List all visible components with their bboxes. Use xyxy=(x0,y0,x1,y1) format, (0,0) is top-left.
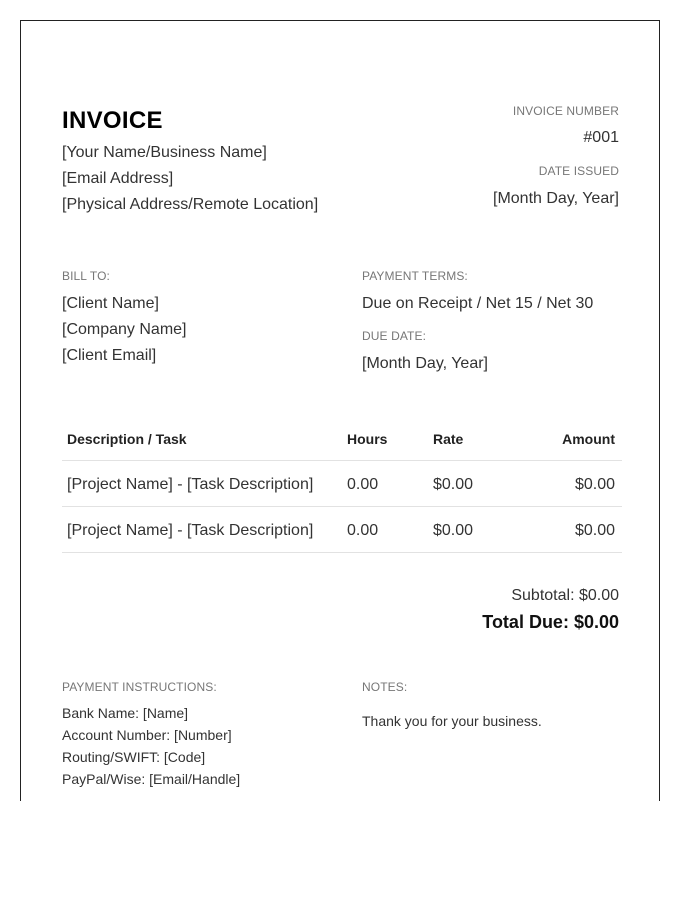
payment-terms: Due on Receipt / Net 15 / Net 30 xyxy=(362,295,594,312)
bill-to-label: BILL TO: xyxy=(62,269,110,283)
invoice-number: #001 xyxy=(583,129,619,146)
invoice-number-label: INVOICE NUMBER xyxy=(512,104,619,118)
table-header-rate: Rate xyxy=(433,431,464,447)
client-email: [Client Email] xyxy=(62,347,157,364)
client-company: [Company Name] xyxy=(62,321,187,338)
sender-name: [Your Name/Business Name] xyxy=(62,144,267,161)
table-row-divider xyxy=(62,506,622,507)
table-header-divider xyxy=(62,460,622,461)
invoice-sheet xyxy=(20,20,660,801)
table-header-description: Description / Task xyxy=(67,431,187,447)
table-row-1-hours: 0.00 xyxy=(347,476,379,493)
table-row-2-amount: $0.00 xyxy=(574,522,615,539)
notes-text: Thank you for your business. xyxy=(362,713,542,729)
table-row-2-description: [Project Name] - [Task Description] xyxy=(67,522,314,539)
table-header-amount: Amount xyxy=(562,431,615,447)
table-row-1-amount: $0.00 xyxy=(574,476,615,493)
table-header-hours: Hours xyxy=(347,431,388,447)
date-issued-label: DATE ISSUED xyxy=(538,164,619,178)
table-row-2-rate: $0.00 xyxy=(433,522,474,539)
sender-email: [Email Address] xyxy=(62,170,174,187)
paypal-wise: PayPal/Wise: [Email/Handle] xyxy=(62,771,241,787)
date-issued: [Month Day, Year] xyxy=(493,190,619,207)
payment-terms-label: PAYMENT TERMS: xyxy=(362,269,468,283)
table-bottom-divider xyxy=(62,552,622,553)
due-date-label: DUE DATE: xyxy=(362,329,427,343)
total-due: Total Due: $0.00 xyxy=(482,612,619,632)
table-row-1-description: [Project Name] - [Task Description] xyxy=(67,476,314,493)
payment-instructions-label: PAYMENT INSTRUCTIONS: xyxy=(62,680,217,694)
table-row-2-hours: 0.00 xyxy=(347,522,379,539)
invoice-title: INVOICE xyxy=(62,107,163,134)
account-number: Account Number: [Number] xyxy=(62,727,232,743)
bank-name: Bank Name: [Name] xyxy=(62,705,189,721)
table-row-1-rate: $0.00 xyxy=(433,476,474,493)
sender-address: [Physical Address/Remote Location] xyxy=(62,196,319,213)
client-name: [Client Name] xyxy=(62,295,159,312)
routing-swift: Routing/SWIFT: [Code] xyxy=(62,749,206,765)
notes-label: NOTES: xyxy=(362,680,408,694)
due-date: [Month Day, Year] xyxy=(362,355,488,372)
subtotal: Subtotal: $0.00 xyxy=(511,587,619,604)
